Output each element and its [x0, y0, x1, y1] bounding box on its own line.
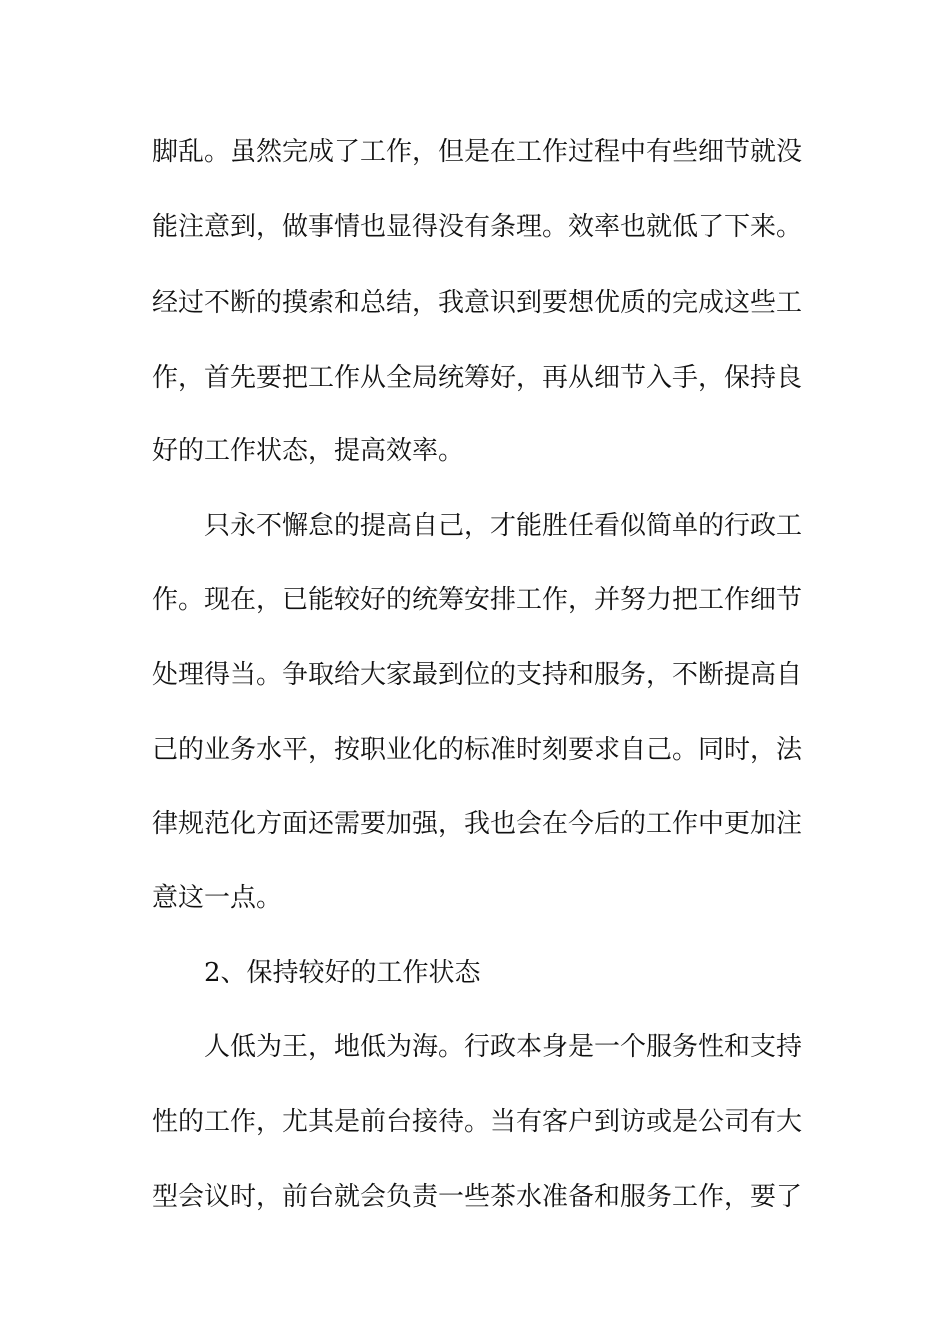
text-line: 处理得当。争取给大家最到位的支持和服务，不断提高自 — [152, 660, 803, 690]
text-line: 能注意到，做事情也显得没有条理。效率也就低了下来。 — [152, 212, 803, 242]
text-line: 人低为王，地低为海。行政本身是一个服务性和支持 — [204, 1032, 803, 1062]
text-line: 己的业务水平，按职业化的标准时刻要求自己。同时，法 — [152, 735, 803, 765]
text-line: 经过不断的摸索和总结，我意识到要想优质的完成这些工 — [152, 288, 803, 318]
text-line: 型会议时，前台就会负责一些茶水准备和服务工作，要了 — [152, 1182, 803, 1212]
text-line: 性的工作，尤其是前台接待。当有客户到访或是公司有大 — [152, 1107, 803, 1137]
text-line: 律规范化方面还需要加强，我也会在今后的工作中更加注 — [152, 809, 803, 839]
section-heading: 2、保持较好的工作状态 — [204, 958, 481, 988]
text-line: 好的工作状态，提高效率。 — [152, 436, 465, 466]
text-line: 只永不懈怠的提高自己，才能胜任看似简单的行政工 — [204, 511, 803, 541]
text-line: 作，首先要把工作从全局统筹好，再从细节入手，保持良 — [152, 363, 803, 393]
text-line: 意这一点。 — [152, 883, 283, 913]
text-line: 作。现在，已能较好的统筹安排工作，并努力把工作细节 — [152, 585, 803, 615]
text-line: 脚乱。虽然完成了工作，但是在工作过程中有些细节就没 — [152, 137, 803, 167]
